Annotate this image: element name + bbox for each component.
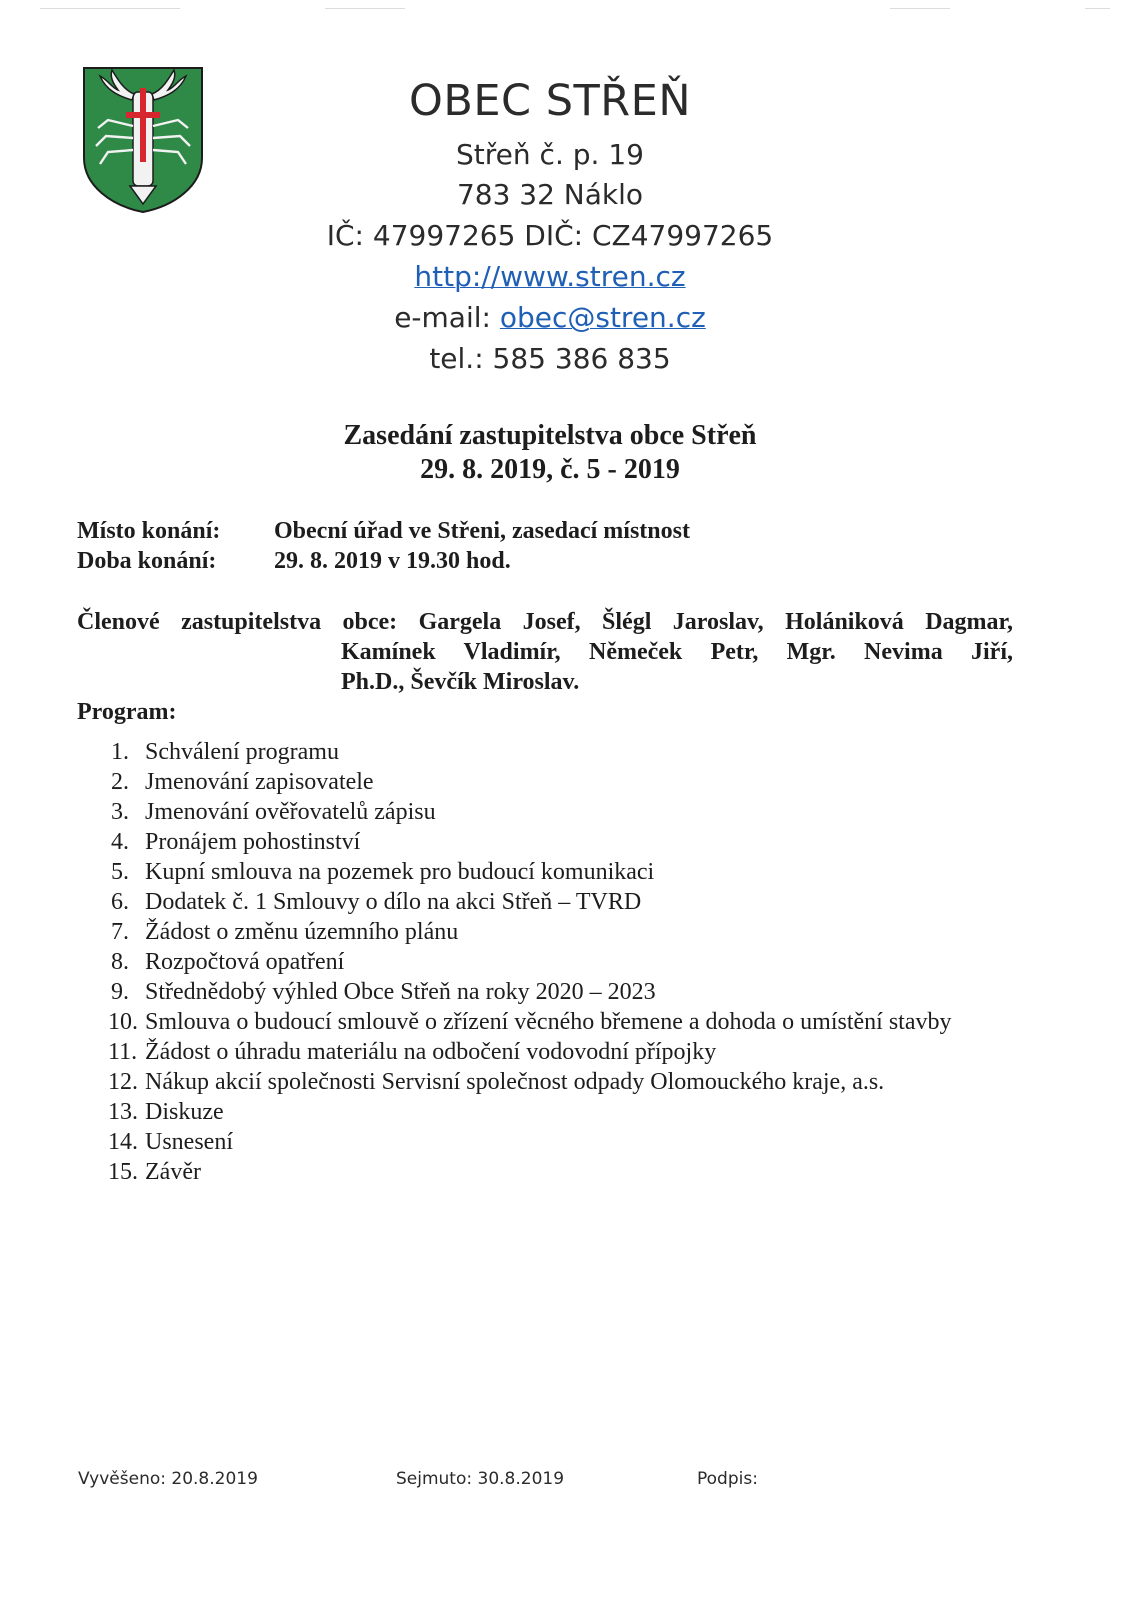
program-item xyxy=(108,887,1014,917)
place-label: Místo konání: xyxy=(77,518,221,544)
program-item-number: 3. xyxy=(111,799,129,825)
website-row xyxy=(300,260,800,293)
meeting-time xyxy=(77,548,511,575)
program-item xyxy=(108,1097,1014,1127)
program-item-number: 9. xyxy=(111,979,129,1005)
program-item-number: 12. xyxy=(108,1069,138,1095)
program-item-text: Schválení programu xyxy=(145,739,339,765)
program-item xyxy=(108,827,1014,857)
program-item-text: Žádost o změnu územního plánu xyxy=(145,919,459,945)
program-item-number: 11. xyxy=(108,1039,138,1065)
company-ids: IČ: 47997265 DIČ: CZ47997265 xyxy=(326,219,774,252)
program-item xyxy=(108,1127,1014,1157)
program-item-number: 1. xyxy=(111,739,129,765)
program-item xyxy=(108,1157,1014,1187)
address-street: Střeň č. p. 19 xyxy=(456,138,644,171)
coat-of-arms-icon xyxy=(82,66,204,214)
program-item-number: 4. xyxy=(111,829,129,855)
email-row xyxy=(300,301,800,334)
program-item xyxy=(108,947,1014,977)
time-value: 29. 8. 2019 v 19.30 hod. xyxy=(274,548,511,574)
program-item-number: 13. xyxy=(108,1099,138,1125)
program-item xyxy=(108,1007,1014,1037)
program-item-number: 5. xyxy=(111,859,129,885)
program-item-number: 6. xyxy=(111,889,129,915)
program-item-text: Diskuze xyxy=(145,1099,224,1125)
program-list xyxy=(108,737,1014,1187)
address-city: 783 32 Náklo xyxy=(456,178,644,211)
program-item xyxy=(108,1037,1014,1067)
meeting-title: Zasedání zastupitelstva obce Střeň xyxy=(343,420,757,451)
phone: tel.: 585 386 835 xyxy=(429,342,671,375)
program-item-text: Nákup akcií společnosti Servisní společnost odpady Olomouckého kraje, a.s. xyxy=(145,1069,885,1095)
members-label: Členové zastupitelstva obce: xyxy=(77,609,398,635)
program-item-text: Závěr xyxy=(145,1159,201,1185)
place-value: Obecní úřad ve Střeni, zasedací místnost xyxy=(274,518,690,544)
email-link[interactable]: obec@stren.cz xyxy=(499,301,706,334)
program-item-text: Smlouva o budoucí smlouvě o zřízení věcného břemene a dohoda o umístění stavby xyxy=(145,1009,952,1035)
scan-artifact xyxy=(325,8,405,9)
program-item-text: Žádost o úhradu materiálu na odbočení vodovodní přípojky xyxy=(145,1039,717,1065)
meeting-place xyxy=(77,518,690,545)
members-names-1: Gargela Josef, Šlégl Jaroslav, Holániková Dagmar, xyxy=(418,609,1013,635)
program-item xyxy=(108,767,1014,797)
program-item-text: Kupní smlouva na pozemek pro budoucí komunikaci xyxy=(145,859,655,885)
program-item-number: 2. xyxy=(111,769,129,795)
program-item-text: Pronájem pohostinství xyxy=(145,829,361,855)
program-item-text: Jmenování zapisovatele xyxy=(145,769,374,795)
signature-label: Podpis: xyxy=(697,1469,758,1489)
program-item-number: 7. xyxy=(111,919,129,945)
program-item-number: 15. xyxy=(108,1159,138,1185)
council-members xyxy=(77,607,1013,697)
members-line-1 xyxy=(77,607,1013,637)
website-link[interactable]: http://www.stren.cz xyxy=(414,260,686,293)
municipality-name: OBEC STŘEŇ xyxy=(409,76,691,126)
scan-artifact xyxy=(1085,8,1110,9)
program-item-text: Usnesení xyxy=(145,1129,233,1155)
program-item xyxy=(108,1067,1014,1097)
posted-date: Vyvěšeno: 20.8.2019 xyxy=(78,1469,258,1489)
program-item-text: Střednědobý výhled Obce Střeň na roky 2020 – 2023 xyxy=(145,979,656,1005)
program-item xyxy=(108,917,1014,947)
program-item xyxy=(108,857,1014,887)
program-item-number: 14. xyxy=(108,1129,138,1155)
program-item-text: Jmenování ověřovatelů zápisu xyxy=(145,799,436,825)
members-names-3: Ph.D., Ševčík Miroslav. xyxy=(341,669,580,695)
scan-artifact xyxy=(890,8,950,9)
program-item xyxy=(108,797,1014,827)
program-item-number: 10. xyxy=(108,1009,138,1035)
program-item xyxy=(108,977,1014,1007)
scan-artifact xyxy=(40,8,180,9)
time-label: Doba konání: xyxy=(77,548,217,574)
program-heading: Program: xyxy=(77,699,177,725)
members-names-2: Kamínek Vladimír, Němeček Petr, Mgr. Nevima Jiří, xyxy=(341,639,1013,665)
removed-date: Sejmuto: 30.8.2019 xyxy=(396,1469,565,1489)
program-item-text: Dodatek č. 1 Smlouvy o dílo na akci Střeň – TVRD xyxy=(145,889,642,915)
email-label: e-mail: xyxy=(394,301,500,334)
program-item xyxy=(108,737,1014,767)
program-item-text: Rozpočtová opatření xyxy=(145,949,345,975)
meeting-subtitle: 29. 8. 2019, č. 5 - 2019 xyxy=(420,454,680,485)
program-item-number: 8. xyxy=(111,949,129,975)
